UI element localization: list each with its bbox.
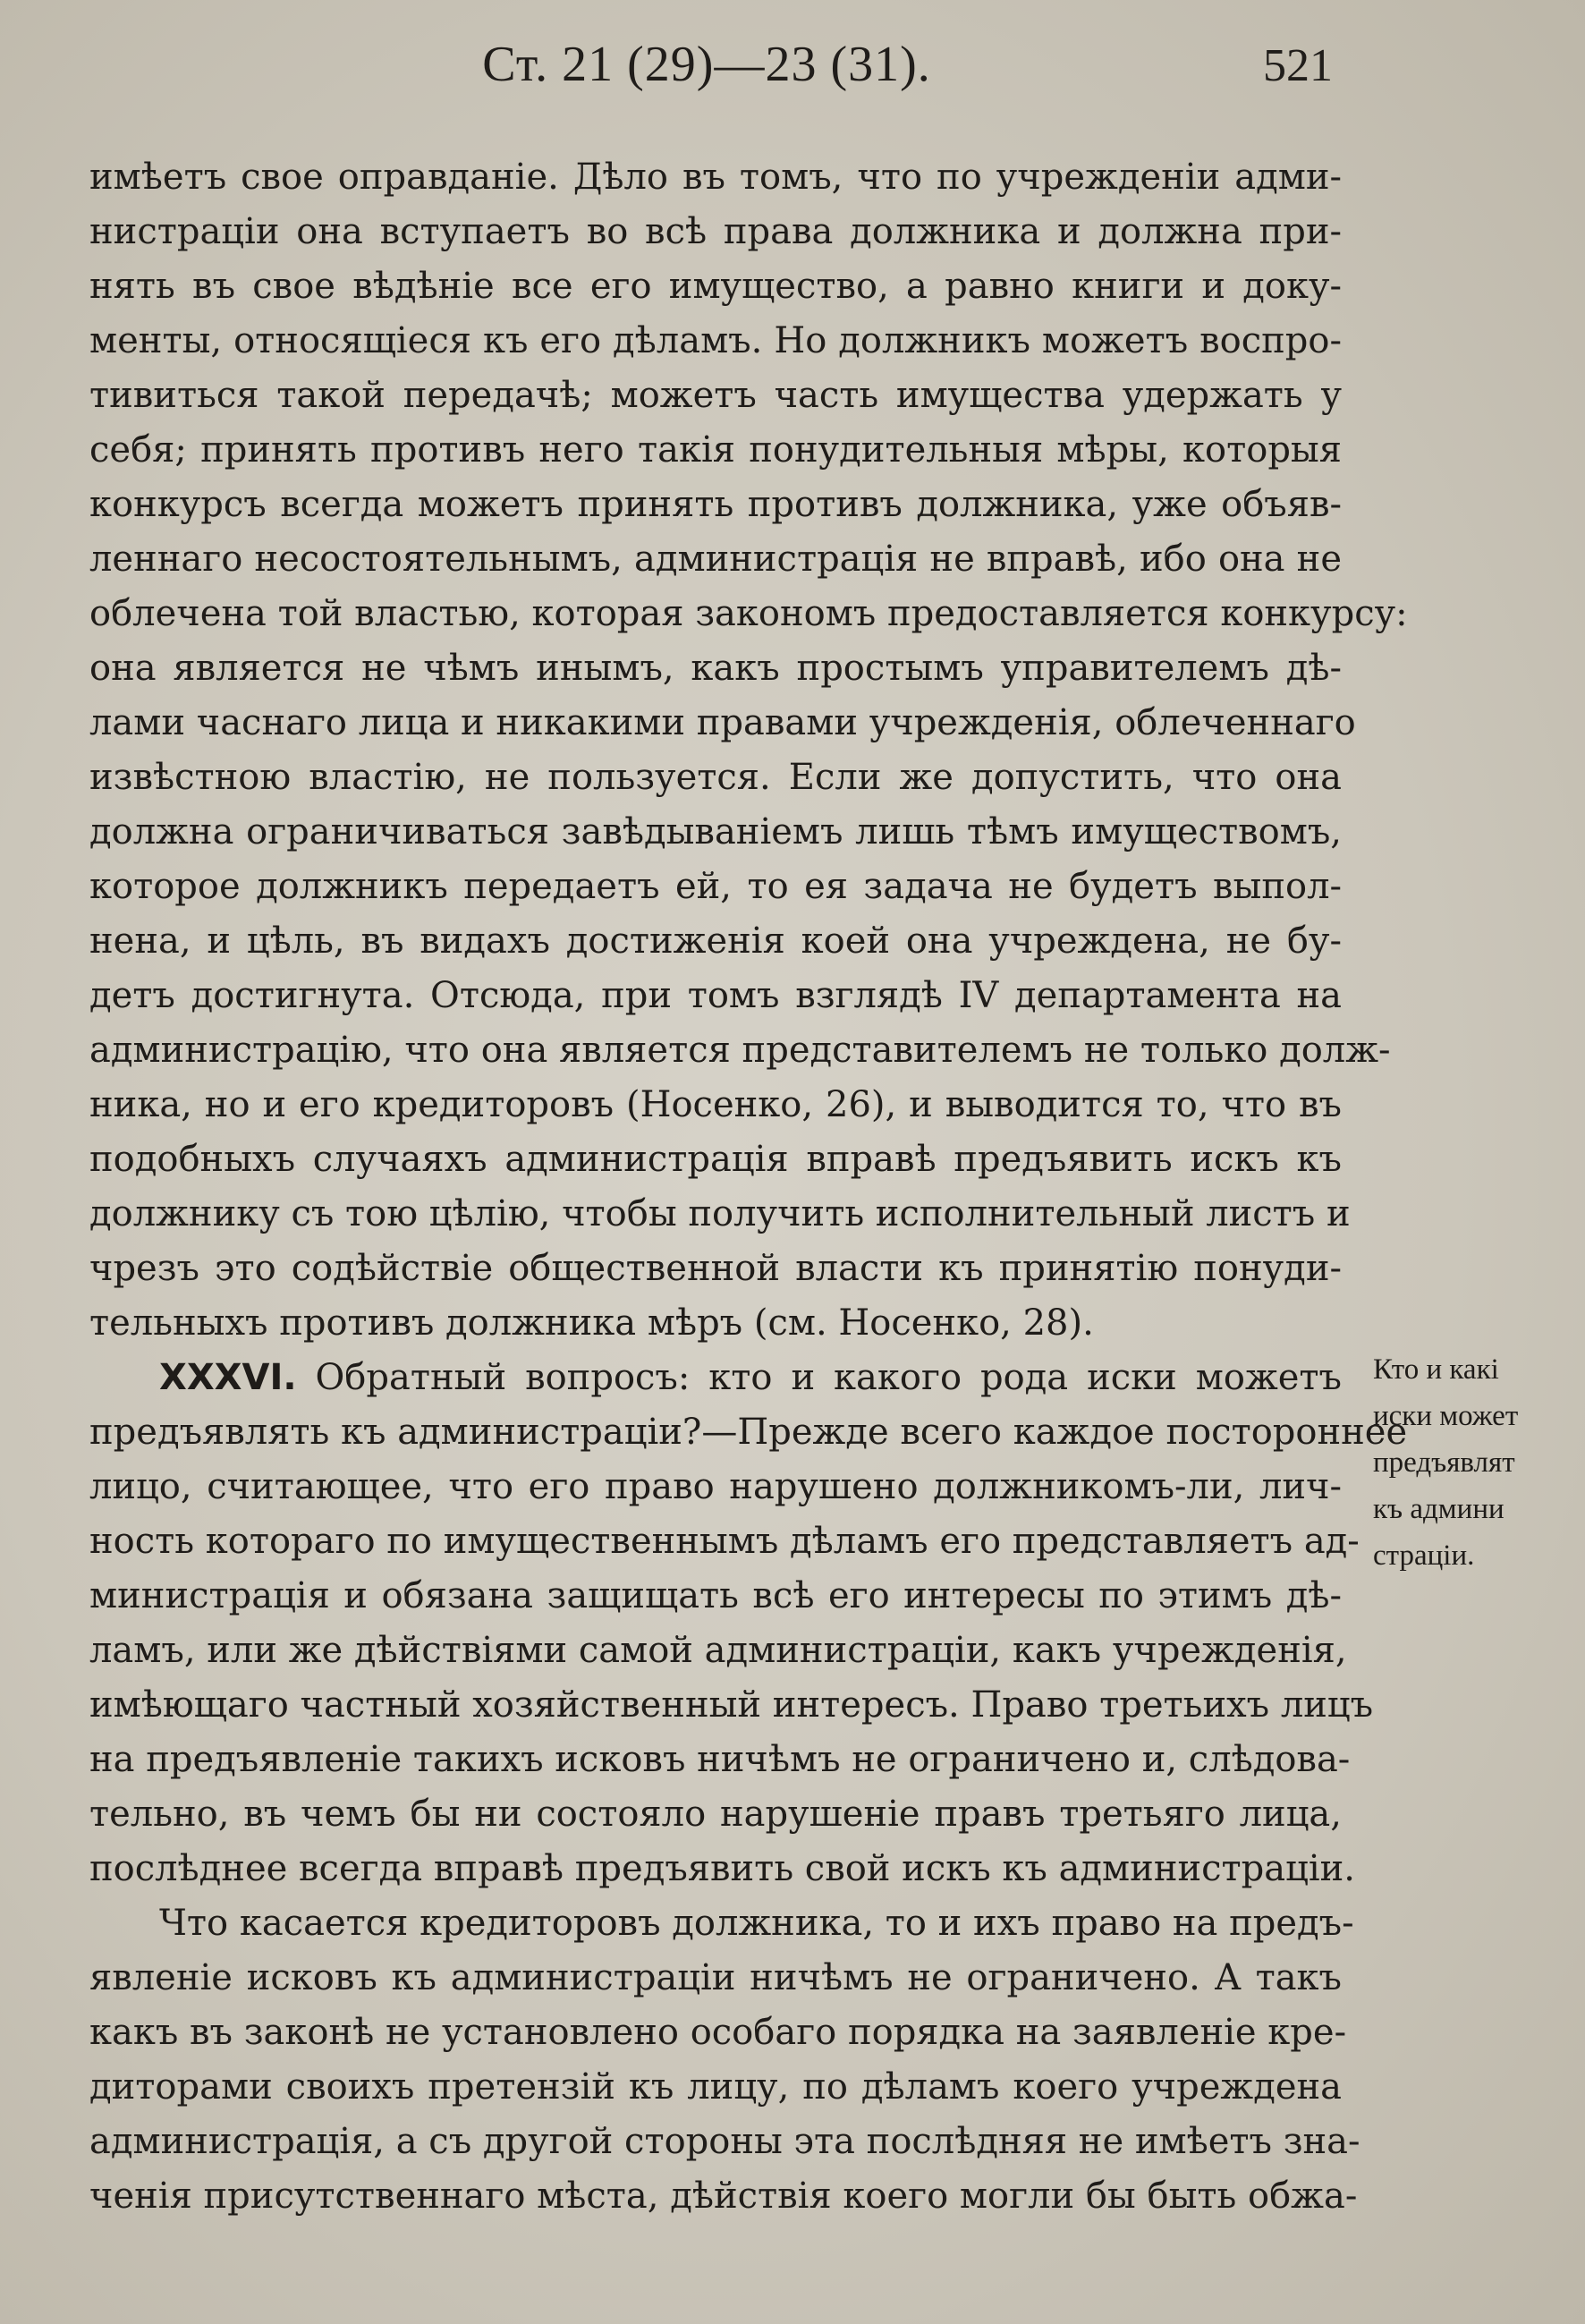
margin-note-line: иски может: [1373, 1400, 1519, 1432]
text-line: тельно, въ чемъ бы ни состояло нарушеніе правъ третьяго лица,: [89, 1794, 1342, 1835]
text-line: себя; принять противъ него такія понудительныя мѣры, которыя: [89, 429, 1342, 471]
text-line: нять въ свое вѣдѣніе все его имущество, а равно книги и доку-: [89, 266, 1342, 307]
text-line: тивиться такой передачѣ; можетъ часть имущества удержать у: [89, 375, 1342, 416]
text-line: администрація, а съ другой стороны эта послѣдняя не имѣетъ зна-: [89, 2121, 1360, 2162]
text-line: ченія присутственнаго мѣста, дѣйствія коего могли бы быть обжа-: [89, 2176, 1358, 2217]
text-line: леннаго несостоятельнымъ, администрація не вправѣ, ибо она не: [89, 539, 1342, 580]
text-line: должна ограничиваться завѣдываніемъ лишь тѣмъ имуществомъ,: [89, 811, 1342, 852]
text-line: нистраціи она вступаетъ во всѣ права должника и должна при-: [89, 211, 1342, 252]
text-line: какъ въ законѣ не установлено особаго порядка на заявленіе кре-: [89, 2012, 1347, 2053]
text-line: Что касается кредиторовъ должника, то и ихъ право на предъ-: [159, 1903, 1354, 1944]
running-header: [89, 36, 1333, 107]
text-line: лами часнаго лица и никакими правами учрежденія, облеченнаго: [89, 702, 1356, 743]
text-line: ника, но и его кредиторовъ (Носенко, 26), и выводится то, что въ: [89, 1084, 1342, 1125]
section-first-line: [89, 1351, 1342, 1405]
text-line: нена, и цѣль, въ видахъ достиженія коей она учреждена, не бу-: [89, 920, 1342, 962]
text-line: ламъ, или же дѣйствіями самой администраціи, какъ учрежденія,: [89, 1630, 1347, 1671]
text-line: явленіе исковъ къ администраціи ничѣмъ не ограничено. А такъ: [89, 1957, 1342, 1998]
text-line: министрація и обязана защищать всѣ его интересы по этимъ дѣ-: [89, 1575, 1342, 1616]
text-line: которое должникъ передаетъ ей, то ея задача не будетъ выпол-: [89, 866, 1342, 907]
text-line: ность котораго по имущественнымъ дѣламъ его представляетъ ад-: [89, 1521, 1360, 1562]
section-number: XXXVI.: [159, 1357, 297, 1398]
text-line: имѣющаго частный хозяйственный интересъ. Право третьихъ лицъ: [89, 1684, 1374, 1726]
text-line: лицо, считающее, что его право нарушено должникомъ-ли, лич-: [89, 1466, 1342, 1507]
text-line: конкурсъ всегда можетъ принять противъ должника, уже объяв-: [89, 484, 1342, 525]
paragraph-3: [89, 1896, 1360, 2224]
page-title: Ст. 21 (29)—23 (31).: [482, 37, 931, 92]
text-line: имѣетъ свое оправданіе. Дѣло въ томъ, что по учрежденіи адми-: [89, 157, 1342, 198]
text-line: предъявлять къ администраціи?—Прежде всего каждое постороннее: [89, 1412, 1408, 1453]
text-line: извѣстною властію, не пользуется. Если же допустить, что она: [89, 757, 1342, 798]
margin-note-line: страціи.: [1373, 1539, 1475, 1572]
text-line: чрезъ это содѣйствіе общественной власти къ принятію понуди-: [89, 1248, 1342, 1289]
page-number: 521: [1263, 40, 1333, 91]
margin-note: [1373, 1346, 1579, 1579]
paragraph-1: [89, 150, 1408, 1351]
text-line: должнику съ тою цѣлію, чтобы получить исполнительный листъ и: [89, 1193, 1351, 1234]
section-first-line-text: Обратный вопросъ: кто и какого рода иски можетъ: [315, 1357, 1342, 1398]
text-line: она является не чѣмъ инымъ, какъ простымъ управителемъ дѣ-: [89, 648, 1342, 689]
paragraph-2: [89, 1351, 1408, 1896]
text-line: тельныхъ противъ должника мѣръ (см. Носенко, 28).: [89, 1302, 1094, 1344]
text-line: менты, относящіеся къ его дѣламъ. Но должникъ можетъ воспро-: [89, 320, 1342, 361]
text-line: послѣднее всегда вправѣ предъявить свой искъ къ администраціи.: [89, 1848, 1356, 1889]
text-line: облечена той властью, которая закономъ предоставляется конкурсу:: [89, 593, 1408, 634]
body-text: [89, 150, 1408, 2224]
margin-note-line: къ админи: [1373, 1493, 1504, 1525]
margin-note-line: Кто и какі: [1373, 1353, 1499, 1386]
text-line: на предъявленіе такихъ исковъ ничѣмъ не ограничено и, слѣдова-: [89, 1739, 1351, 1780]
margin-note-line: предъявлят: [1373, 1446, 1515, 1479]
text-line: администрацію, что она является представителемъ не только долж-: [89, 1030, 1391, 1071]
text-line: подобныхъ случаяхъ администрація вправѣ предъявить искъ къ: [89, 1139, 1342, 1180]
text-line: диторами своихъ претензій къ лицу, по дѣламъ коего учреждена: [89, 2066, 1342, 2108]
text-line: детъ достигнута. Отсюда, при томъ взглядѣ IV департамента на: [89, 975, 1342, 1016]
